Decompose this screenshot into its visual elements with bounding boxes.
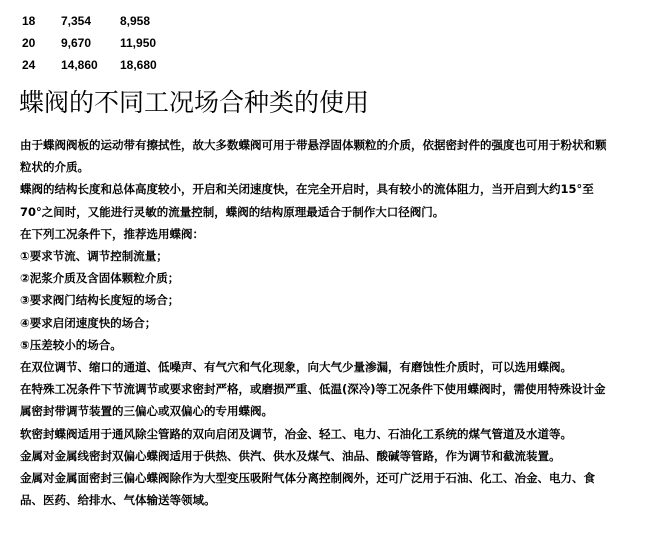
paragraph: 软密封蝶阀适用于通风除尘管路的双向启闭及调节，冶金、轻工、电力、石油化工系统的煤气管道及水道等。: [20, 426, 572, 441]
table-cell: 7,354: [61, 14, 92, 28]
table-cell: 11,950: [120, 36, 157, 50]
table-row: [22, 54, 180, 76]
paragraph: 由于蝶阀阀板的运动带有擦拭性，故大多数蝶阀可用于带悬浮固体颗粒的介质，依据密封件的强度也可用于粉状和颗粒状的介质。: [20, 138, 607, 175]
table-cell: 14,860: [61, 58, 98, 72]
table-cell: 9,670: [61, 36, 92, 50]
table-cell: 18: [22, 14, 36, 28]
table-cell: 8,958: [120, 14, 151, 28]
paragraph: 金属对金属线密封双偏心蝶阀适用于供热、供汽、供水及煤气、油品、酸碱等管路，作为调节和截流装置。: [20, 448, 561, 463]
table-row: [22, 32, 180, 54]
data-table: [22, 10, 180, 76]
page-title: 蝶阀的不同工况场合种类的使用: [19, 88, 370, 117]
table-cell: 24: [22, 58, 36, 72]
list-item: ⑤压差较小的场合。: [20, 337, 122, 352]
list-item: ①要求节流、调节控制流量；: [20, 249, 168, 264]
table-row: [22, 10, 180, 32]
paragraph: 在双位调节、缩口的通道、低噪声、有气穴和气化现象，向大气少量渗漏，有磨蚀性介质时，可以选用蝶阀。: [20, 360, 572, 375]
paragraph: 蝶阀的结构长度和总体高度较小，开启和关闭速度快，在完全开启时，具有较小的流体阻力，当开启到大约15°至70°之间时，又能进行灵敏的流量控制，蝶阀的结构原理最适合于制作大口径阀门。: [20, 182, 594, 219]
table-cell: 20: [22, 36, 36, 50]
paragraph: 在下列工况条件下，推荐选用蝶阀：: [20, 226, 204, 241]
paragraph: 金属对金属面密封三偏心蝶阀除作为大型变压吸附气体分离控制阀外，还可广泛用于石油、化工、冶金、电力、食品、医药、给排水、气体输送等领域。: [20, 471, 595, 508]
article-body: [20, 134, 610, 511]
paragraph: 在特殊工况条件下节流调节或要求密封严格，或磨损严重、低温(深冷)等工况条件下使用蝶阀时，需使用特殊设计金属密封带调节装置的三偏心或双偏心的专用蝶阀。: [20, 382, 606, 419]
list-item: ③要求阀门结构长度短的场合；: [20, 293, 180, 308]
list-item: ②泥浆介质及含固体颗粒介质；: [20, 271, 180, 286]
list-item: ④要求启闭速度快的场合；: [20, 315, 157, 330]
table-cell: 18,680: [120, 58, 157, 72]
